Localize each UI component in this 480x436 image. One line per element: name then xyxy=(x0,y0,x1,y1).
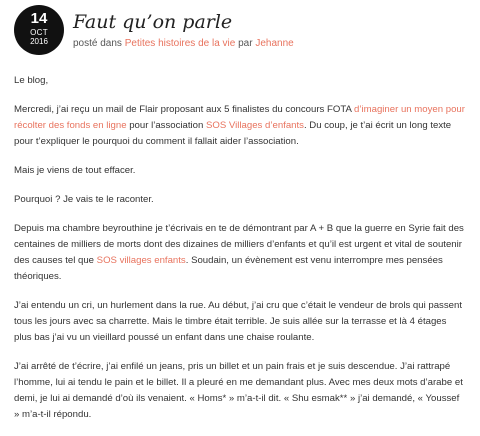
meta-by: par xyxy=(238,38,253,49)
sos-villages-enfants-link[interactable]: SOS villages enfants xyxy=(96,255,186,266)
date-month: OCT xyxy=(30,28,48,37)
paragraph-2-text-b: pour l’association xyxy=(126,120,206,131)
paragraph-6: J’ai entendu un cri, un hurlement dans la rue. Au début, j’ai cru que c’était le vendeur de brols qui passent tous les jours avec sa charrette. Mais le timbre était terrible. Je suis allée sur la terrasse et là 4 étages plus bas j’ai vu un vieillard poussé un enfant dans une chaise roulante. xyxy=(14,300,462,343)
date-year: 2016 xyxy=(30,37,48,46)
date-badge xyxy=(14,5,64,55)
paragraph-4: Pourquoi ? Je vais te le raconter. xyxy=(14,194,154,205)
paragraph-2 xyxy=(14,102,466,150)
fundraising-link[interactable]: d’imaginer un moyen pour récolter des fonds en ligne xyxy=(14,104,465,131)
paragraph-2-text-c: . Du coup, je t’ai écrit un long texte pour t’expliquer le pourquoi du comment il fallait aider l’association. xyxy=(14,120,452,147)
sos-villages-link[interactable]: SOS Villages d’enfants xyxy=(206,120,304,131)
paragraph-5-text-a: Depuis ma chambre beyrouthine je t’écrivais en te de démontrant par A + B que la guerre en Syrie fait des centaines de milliers de morts dont des dizaines de milliers d’enfants et qu’il est urgent et vital de soutenir des causes tel que xyxy=(14,223,464,266)
paragraph-3: Mais je viens de tout effacer. xyxy=(14,165,136,176)
paragraph-5 xyxy=(14,221,466,285)
paragraph-1: Le blog, xyxy=(14,75,49,86)
paragraph-2-text-a: Mercredi, j’ai reçu un mail de Flair proposant aux 5 finalistes du concours FOTA xyxy=(14,104,355,115)
category-link[interactable]: Petites histoires de la vie xyxy=(124,38,236,49)
post-body xyxy=(14,73,466,436)
paragraph-5-text-b: . Soudain, un évènement est venu interrompre mes pensées théoriques. xyxy=(14,255,443,282)
paragraph-7: J’ai arrêté de t’écrire, j’ai enfilé un jeans, pris un billet et un pain frais et je suis descendue. J’ai rattrapé l’homme, lui ai tendu le pain et le billet. Il a pleuré en me demandant plus. Avec mes deux mots d’arabe et demi, je lui ai demandé d’où ils venaient. « Homs* » m’a-t-il dit. « Shu esmak** » j’ai demandé, « Youssef » m’a-t-il répondu. xyxy=(14,361,463,420)
author-link[interactable]: Jehanne xyxy=(255,38,294,49)
date-day: 14 xyxy=(30,10,48,27)
post-meta xyxy=(73,37,294,50)
post-title[interactable]: Faut qu’on parle xyxy=(73,11,233,33)
meta-prefix: posté dans xyxy=(73,38,122,49)
